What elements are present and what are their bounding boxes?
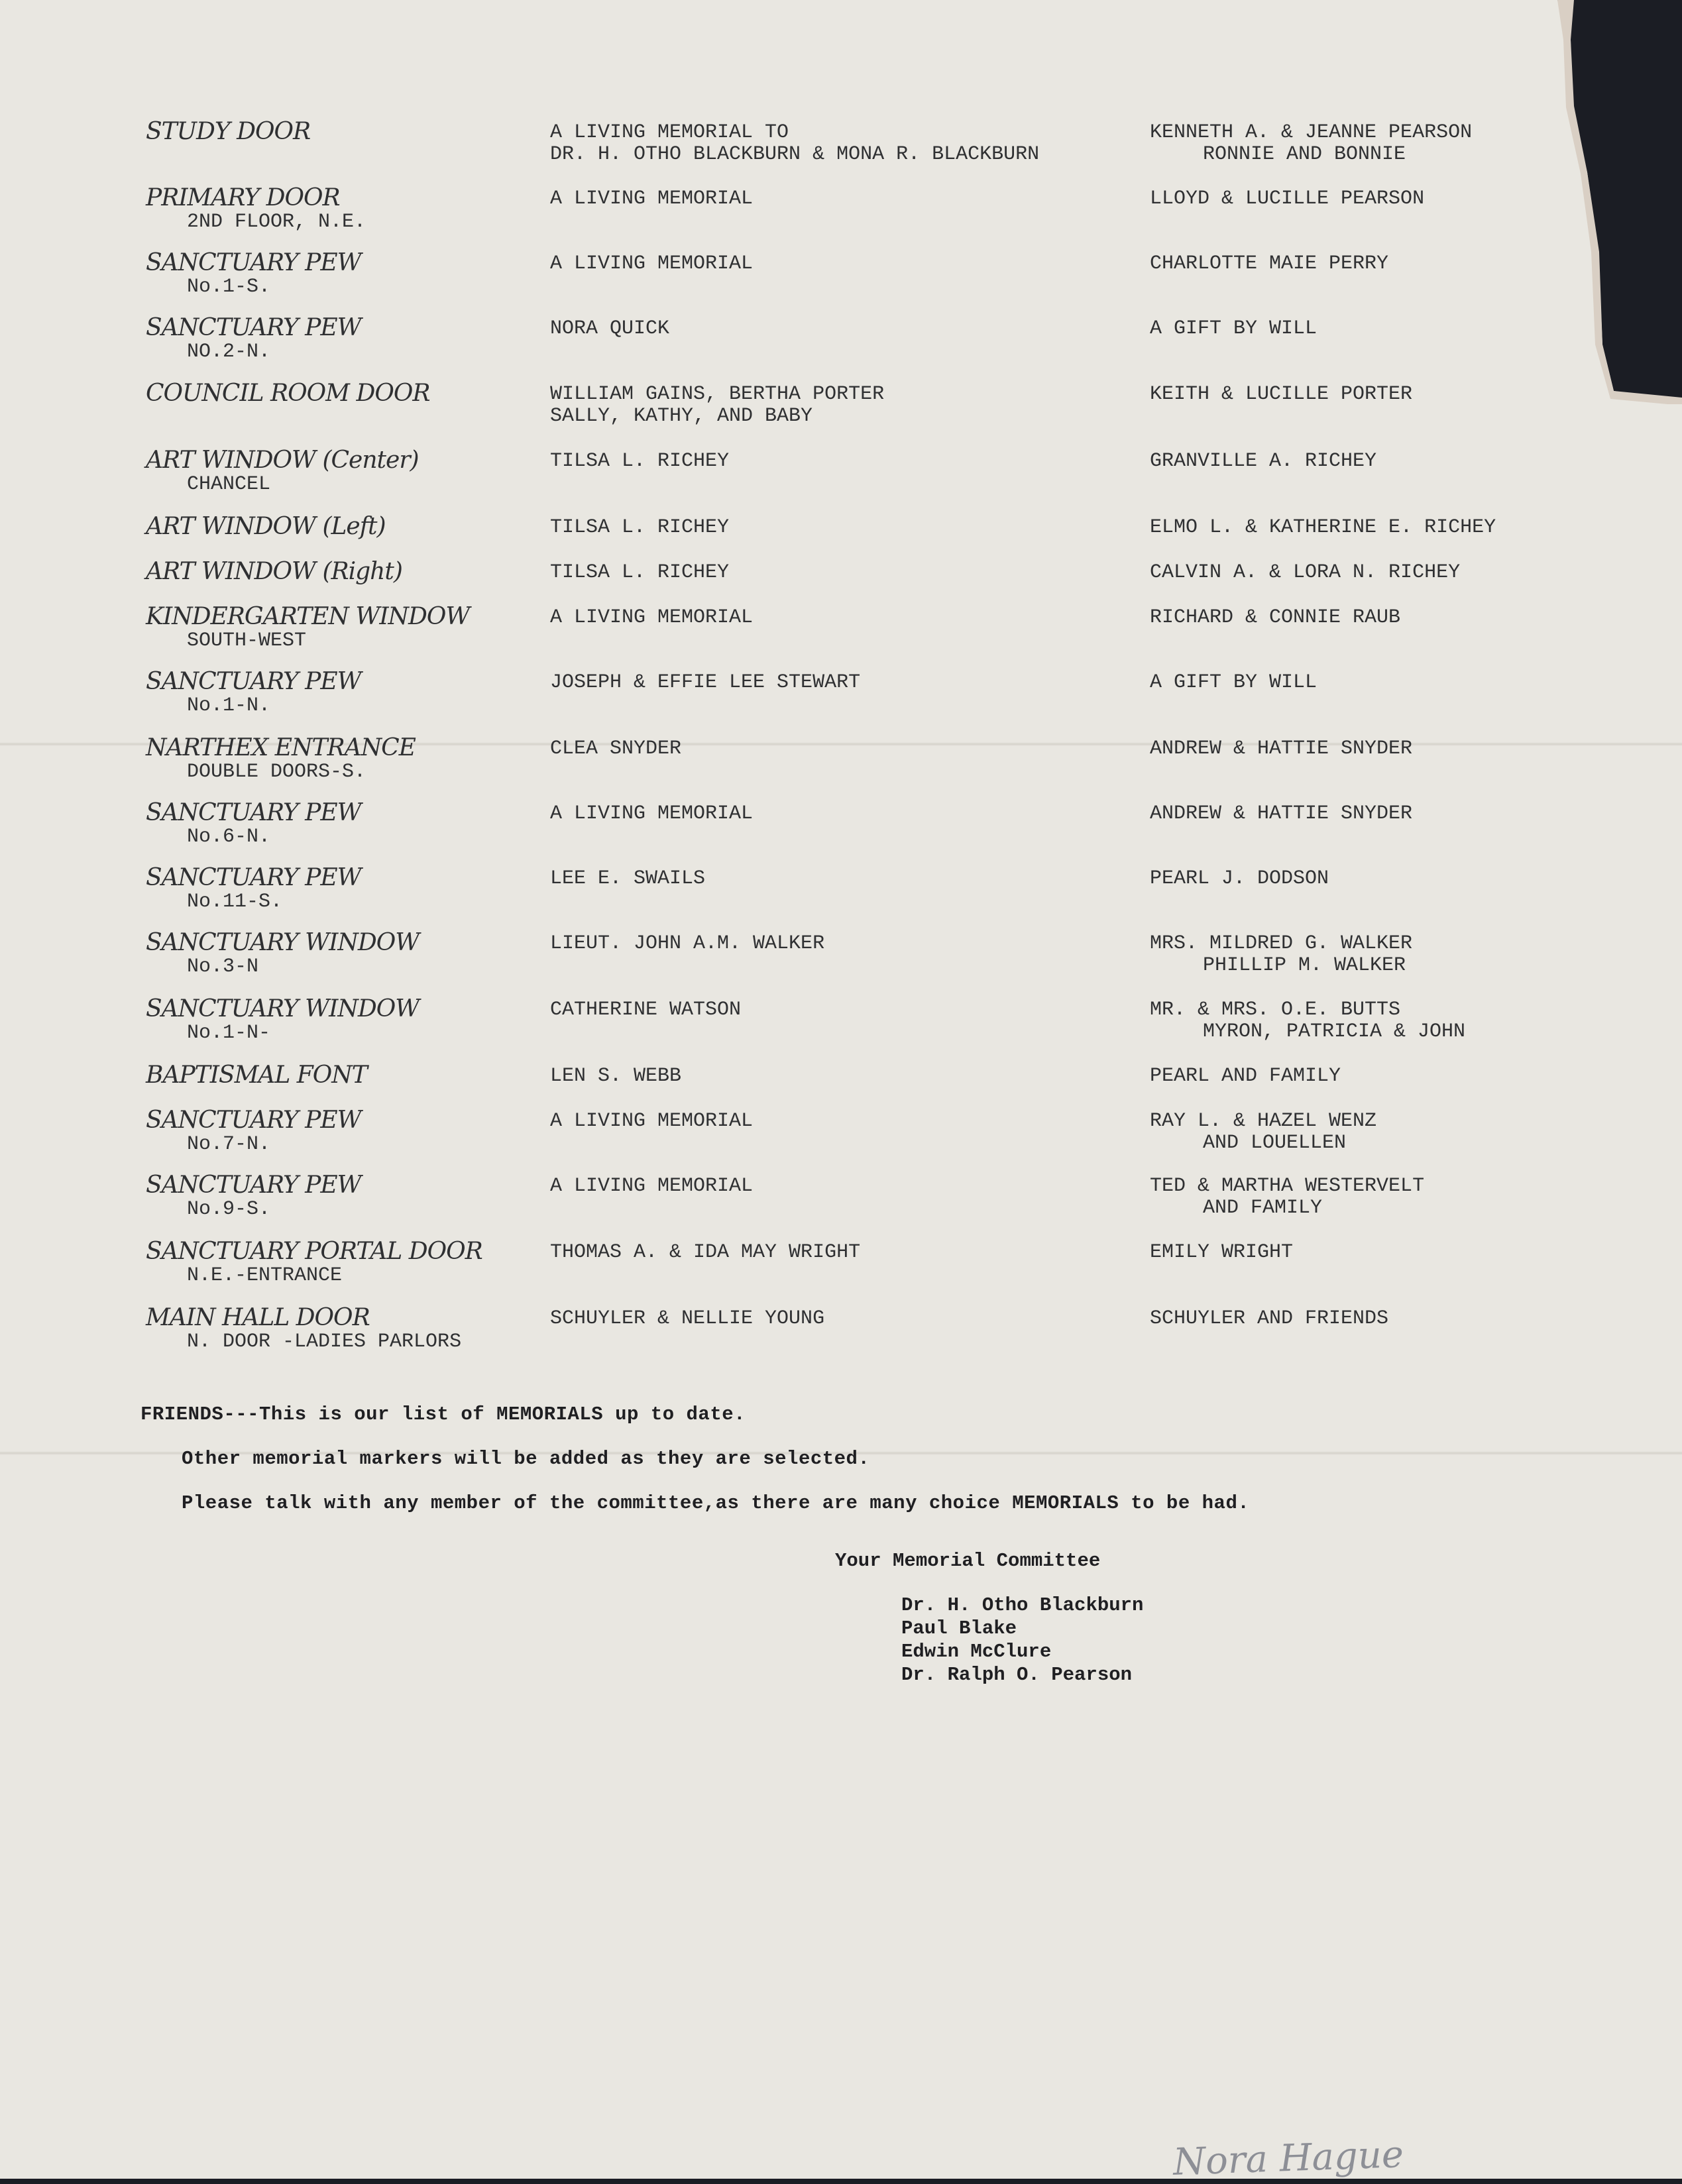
location-detail: N.E.-ENTRANCE bbox=[187, 1264, 343, 1287]
location-detail: CHANCEL bbox=[187, 473, 271, 496]
memorial-honoree bbox=[550, 253, 1147, 275]
memorial-location bbox=[146, 1305, 517, 1353]
committee-member: Dr. H. Otho Blackburn bbox=[901, 1594, 1144, 1616]
location-name: ART WINDOW (Left) bbox=[146, 513, 386, 540]
memorial-donor bbox=[1150, 1065, 1574, 1087]
memorial-location bbox=[146, 119, 517, 144]
memorial-location bbox=[146, 381, 517, 406]
memorial-honoree bbox=[550, 999, 1147, 1021]
location-name: NARTHEX ENTRANCE bbox=[146, 734, 416, 761]
location-name: ART WINDOW (Center) bbox=[146, 447, 419, 474]
location-detail: No.3-N bbox=[187, 956, 259, 978]
donor-line: KEITH & LUCILLE PORTER bbox=[1150, 383, 1413, 406]
memorial-donor bbox=[1150, 1242, 1574, 1264]
donor-line: SCHUYLER AND FRIENDS bbox=[1150, 1307, 1389, 1330]
honoree-line: LEN S. WEBB bbox=[550, 1065, 682, 1087]
donor-line: MRS. MILDRED G. WALKER bbox=[1150, 932, 1413, 955]
memorial-location bbox=[146, 800, 517, 848]
location-name: SANCTUARY WINDOW bbox=[146, 929, 420, 956]
donor-line: PEARL AND FAMILY bbox=[1150, 1065, 1341, 1087]
donor-line: PEARL J. DODSON bbox=[1150, 867, 1329, 890]
committee-heading: Your Memorial Committee bbox=[835, 1550, 1101, 1572]
donor-line: MR. & MRS. O.E. BUTTS bbox=[1150, 999, 1401, 1021]
memorial-location bbox=[146, 930, 517, 978]
donor-line: RICHARD & CONNIE RAUB bbox=[1150, 606, 1401, 629]
memorial-location bbox=[146, 448, 517, 496]
donor-line: GRANVILLE A. RICHEY bbox=[1150, 450, 1377, 472]
memorial-location bbox=[146, 997, 517, 1044]
donor-line: LLOYD & LUCILLE PEARSON bbox=[1150, 188, 1425, 210]
memorial-location bbox=[146, 250, 517, 298]
memorial-honoree bbox=[550, 933, 1147, 955]
honoree-line: JOSEPH & EFFIE LEE STEWART bbox=[550, 671, 861, 694]
location-name: SANCTUARY PORTAL DOOR bbox=[146, 1238, 482, 1265]
donor-line: TED & MARTHA WESTERVELT bbox=[1150, 1175, 1425, 1197]
handwritten-name: Nora Hague bbox=[1172, 2132, 1404, 2184]
honoree-line: NORA QUICK bbox=[550, 317, 670, 340]
memorial-donor bbox=[1150, 188, 1574, 210]
memorial-row bbox=[0, 250, 1682, 317]
honoree-line: SALLY, KATHY, AND BABY bbox=[550, 405, 813, 427]
memorial-row bbox=[0, 930, 1682, 997]
memorial-location bbox=[146, 1173, 517, 1221]
memorial-donor bbox=[1150, 318, 1574, 340]
memorial-row bbox=[0, 669, 1682, 736]
honoree-line: TILSA L. RICHEY bbox=[550, 516, 730, 539]
memorial-donor bbox=[1150, 933, 1574, 977]
honoree-line: CATHERINE WATSON bbox=[550, 999, 742, 1021]
honoree-line: CLEA SNYDER bbox=[550, 737, 682, 760]
location-name: COUNCIL ROOM DOOR bbox=[146, 380, 430, 407]
memorial-donor bbox=[1150, 1111, 1574, 1154]
memorial-donor bbox=[1150, 738, 1574, 760]
memorial-row bbox=[0, 448, 1682, 514]
memorial-honoree bbox=[550, 517, 1147, 539]
memorial-location bbox=[146, 315, 517, 363]
memorial-row bbox=[0, 315, 1682, 382]
memorial-honoree bbox=[550, 738, 1147, 760]
memorial-location bbox=[146, 186, 517, 233]
memorial-row bbox=[0, 736, 1682, 802]
location-name: MAIN HALL DOOR bbox=[146, 1304, 370, 1331]
memorial-row bbox=[0, 1305, 1682, 1372]
location-detail: NO.2-N. bbox=[187, 341, 271, 363]
committee-member: Edwin McClure bbox=[901, 1641, 1052, 1663]
donor-line: RAY L. & HAZEL WENZ bbox=[1150, 1110, 1377, 1132]
memorial-honoree bbox=[550, 868, 1147, 890]
honoree-line: TILSA L. RICHEY bbox=[550, 561, 730, 584]
location-name: SANCTUARY PEW bbox=[146, 314, 361, 341]
memorial-location bbox=[146, 1108, 517, 1156]
donor-line: MYRON, PATRICIA & JOHN bbox=[1203, 1020, 1466, 1043]
location-detail: 2ND FLOOR, N.E. bbox=[187, 211, 366, 233]
honoree-line: A LIVING MEMORIAL bbox=[550, 1110, 754, 1132]
honoree-line: A LIVING MEMORIAL bbox=[550, 252, 754, 275]
committee-member: Paul Blake bbox=[901, 1617, 1017, 1639]
memorial-location bbox=[146, 1063, 517, 1088]
memorial-donor bbox=[1150, 562, 1574, 584]
location-name: SANCTUARY WINDOW bbox=[146, 995, 420, 1022]
location-detail: No.9-S. bbox=[187, 1198, 271, 1221]
honoree-line: A LIVING MEMORIAL TO bbox=[550, 121, 789, 144]
memorial-honoree bbox=[550, 607, 1147, 629]
memorial-row bbox=[0, 1173, 1682, 1239]
memorial-honoree bbox=[550, 672, 1147, 694]
location-detail: No.1-S. bbox=[187, 276, 271, 298]
donor-line: CALVIN A. & LORA N. RICHEY bbox=[1150, 561, 1461, 584]
memorial-donor bbox=[1150, 672, 1574, 694]
memorial-location bbox=[146, 1239, 517, 1287]
memorial-donor bbox=[1150, 517, 1574, 539]
honoree-line: A LIVING MEMORIAL bbox=[550, 606, 754, 629]
location-detail: No.1-N. bbox=[187, 694, 271, 717]
location-name: SANCTUARY PEW bbox=[146, 1172, 361, 1199]
donor-line: A GIFT BY WILL bbox=[1150, 317, 1318, 340]
location-name: SANCTUARY PEW bbox=[146, 864, 361, 891]
honoree-line: A LIVING MEMORIAL bbox=[550, 802, 754, 825]
honoree-line: LEE E. SWAILS bbox=[550, 867, 706, 890]
honoree-line: A LIVING MEMORIAL bbox=[550, 188, 754, 210]
memorial-row bbox=[0, 604, 1682, 671]
memorial-donor bbox=[1150, 384, 1574, 406]
location-detail: N. DOOR -LADIES PARLORS bbox=[187, 1331, 462, 1353]
honoree-line: A LIVING MEMORIAL bbox=[550, 1175, 754, 1197]
notes-line-3: Please talk with any member of the committee,as there are many choice MEMORIALS to be had. bbox=[182, 1492, 1250, 1514]
memorial-location bbox=[146, 865, 517, 913]
location-name: SANCTUARY PEW bbox=[146, 1107, 361, 1134]
location-name: ART WINDOW (Right) bbox=[146, 558, 402, 585]
memorial-donor bbox=[1150, 253, 1574, 275]
memorial-row bbox=[0, 1239, 1682, 1305]
memorial-donor bbox=[1150, 1175, 1574, 1219]
donor-line: RONNIE AND BONNIE bbox=[1203, 143, 1406, 166]
memorial-honoree bbox=[550, 451, 1147, 472]
memorial-row bbox=[0, 997, 1682, 1063]
memorial-honoree bbox=[550, 562, 1147, 584]
honoree-line: LIEUT. JOHN A.M. WALKER bbox=[550, 932, 825, 955]
memorial-honoree bbox=[550, 1242, 1147, 1264]
location-name: KINDERGARTEN WINDOW bbox=[146, 603, 470, 630]
location-detail: No.6-N. bbox=[187, 826, 271, 848]
honoree-line: DR. H. OTHO BLACKBURN & MONA R. BLACKBURN bbox=[550, 143, 1040, 166]
memorial-honoree bbox=[550, 1308, 1147, 1330]
memorial-honoree bbox=[550, 1065, 1147, 1087]
location-name: PRIMARY DOOR bbox=[146, 184, 340, 211]
memorial-honoree bbox=[550, 318, 1147, 340]
memorial-row bbox=[0, 800, 1682, 867]
memorial-donor bbox=[1150, 868, 1574, 890]
donor-line: ELMO L. & KATHERINE E. RICHEY bbox=[1150, 516, 1496, 539]
memorial-row bbox=[0, 381, 1682, 447]
memorial-location bbox=[146, 604, 517, 652]
donor-line: AND LOUELLEN bbox=[1203, 1132, 1347, 1154]
memorial-donor bbox=[1150, 122, 1574, 166]
donor-line: EMILY WRIGHT bbox=[1150, 1241, 1294, 1264]
memorial-honoree bbox=[550, 384, 1147, 427]
notes-line-1: FRIENDS---This is our list of MEMORIALS up to date. bbox=[140, 1403, 746, 1425]
donor-line: KENNETH A. & JEANNE PEARSON bbox=[1150, 121, 1473, 144]
memorial-row bbox=[0, 1108, 1682, 1174]
location-name: BAPTISMAL FONT bbox=[146, 1062, 367, 1089]
donor-line: ANDREW & HATTIE SNYDER bbox=[1150, 737, 1413, 760]
memorial-donor bbox=[1150, 999, 1574, 1043]
donor-line: CHARLOTTE MAIE PERRY bbox=[1150, 252, 1389, 275]
memorial-honoree bbox=[550, 122, 1147, 166]
memorial-row bbox=[0, 119, 1682, 186]
memorial-row bbox=[0, 865, 1682, 932]
memorial-donor bbox=[1150, 451, 1574, 472]
memorial-donor bbox=[1150, 607, 1574, 629]
memorial-honoree bbox=[550, 803, 1147, 825]
memorial-row bbox=[0, 186, 1682, 252]
honoree-line: SCHUYLER & NELLIE YOUNG bbox=[550, 1307, 825, 1330]
donor-line: ANDREW & HATTIE SNYDER bbox=[1150, 802, 1413, 825]
committee-member: Dr. Ralph O. Pearson bbox=[901, 1664, 1133, 1686]
notes-line-2: Other memorial markers will be added as they are selected. bbox=[182, 1448, 870, 1470]
donor-line: AND FAMILY bbox=[1203, 1197, 1323, 1219]
memorial-location bbox=[146, 514, 517, 539]
honoree-line: WILLIAM GAINS, BERTHA PORTER bbox=[550, 383, 885, 406]
donor-line: PHILLIP M. WALKER bbox=[1203, 954, 1406, 977]
memorial-honoree bbox=[550, 188, 1147, 210]
location-name: SANCTUARY PEW bbox=[146, 249, 361, 276]
location-name: SANCTUARY PEW bbox=[146, 799, 361, 826]
honoree-line: THOMAS A. & IDA MAY WRIGHT bbox=[550, 1241, 861, 1264]
location-name: SANCTUARY PEW bbox=[146, 668, 361, 695]
donor-line: A GIFT BY WILL bbox=[1150, 671, 1318, 694]
memorial-location bbox=[146, 736, 517, 783]
location-detail: SOUTH-WEST bbox=[187, 629, 307, 652]
memorial-honoree bbox=[550, 1111, 1147, 1132]
location-detail: No.7-N. bbox=[187, 1133, 271, 1156]
memorial-donor bbox=[1150, 1308, 1574, 1330]
memorial-honoree bbox=[550, 1175, 1147, 1197]
honoree-line: TILSA L. RICHEY bbox=[550, 450, 730, 472]
location-name: STUDY DOOR bbox=[146, 118, 311, 145]
memorial-location bbox=[146, 559, 517, 584]
location-detail: No.1-N- bbox=[187, 1022, 271, 1044]
memorial-location bbox=[146, 669, 517, 717]
location-detail: No.11-S. bbox=[187, 891, 283, 913]
location-detail: DOUBLE DOORS-S. bbox=[187, 761, 366, 783]
memorial-donor bbox=[1150, 803, 1574, 825]
